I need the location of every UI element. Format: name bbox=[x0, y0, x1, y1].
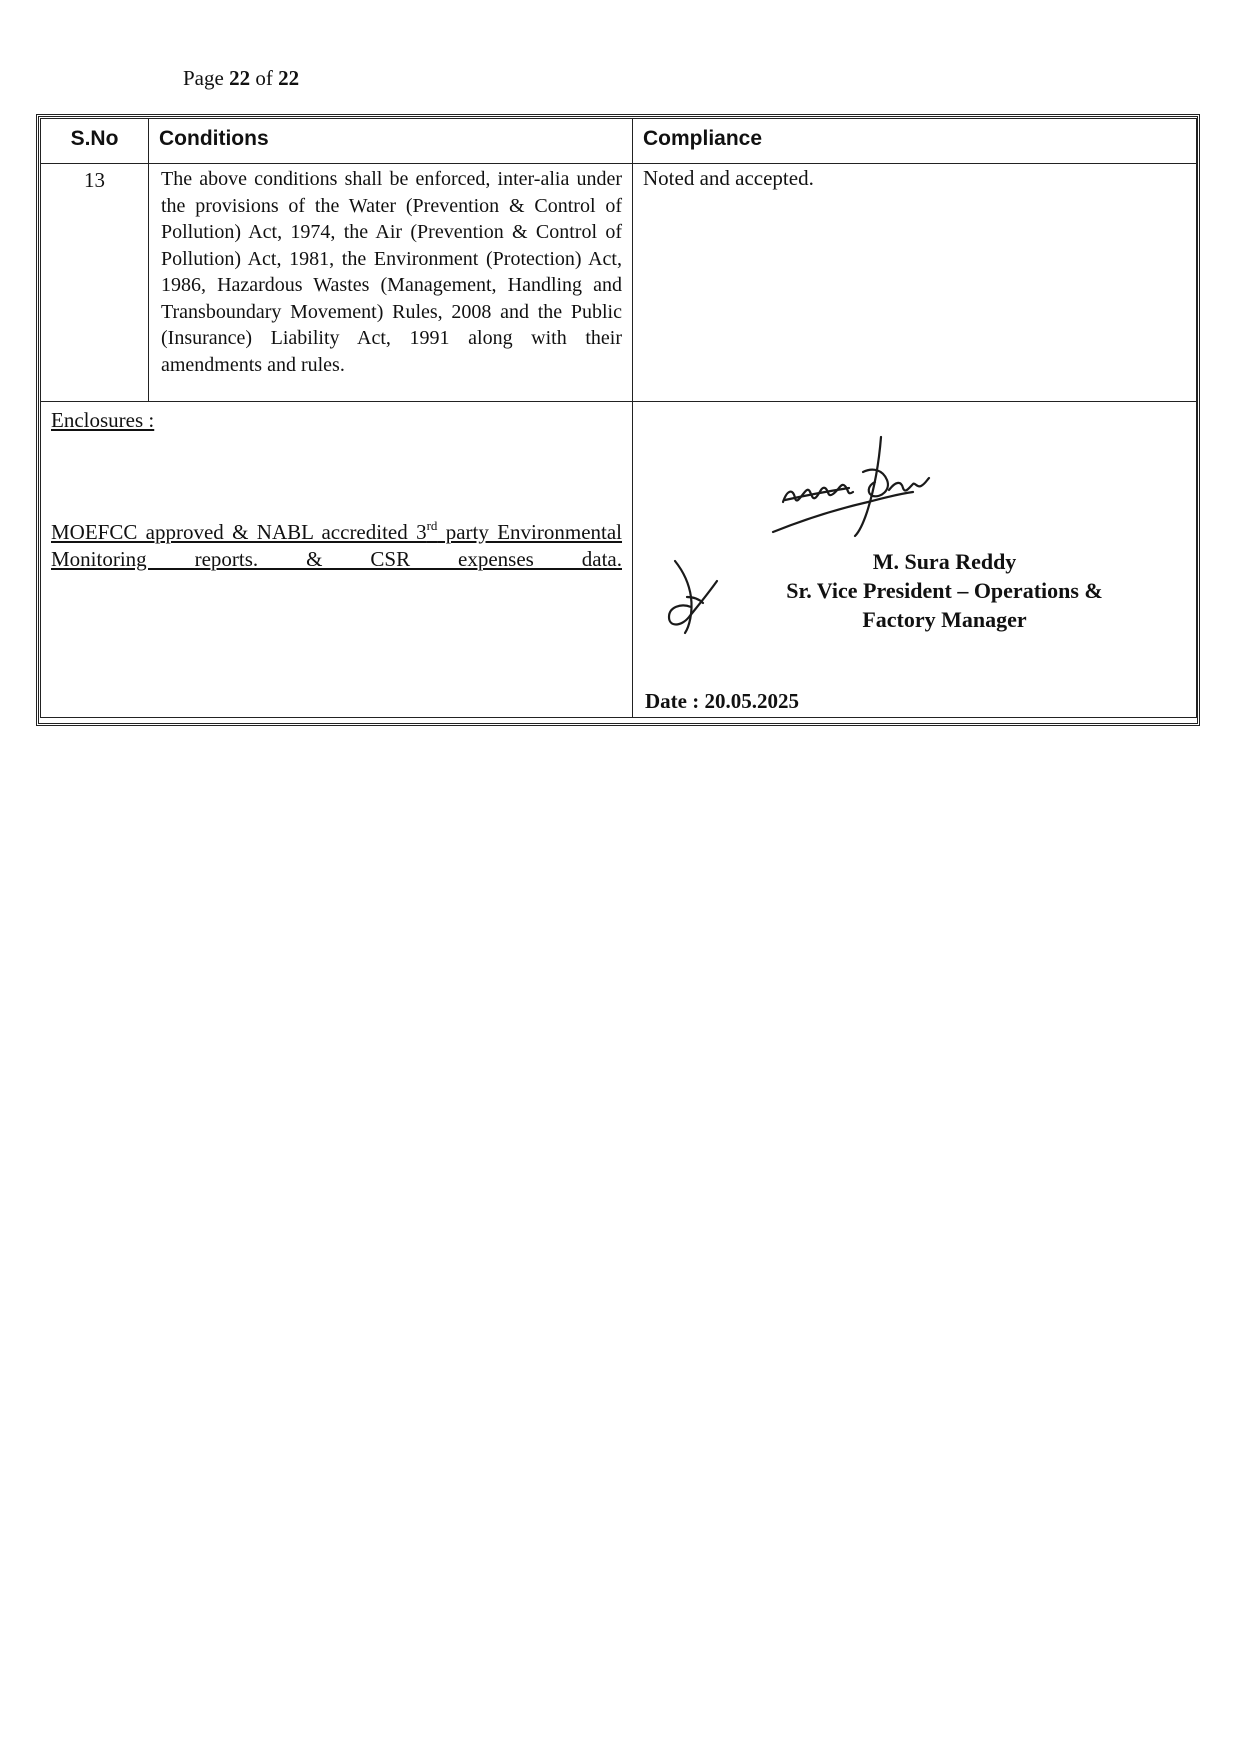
page-of: of bbox=[255, 66, 273, 90]
enclosures-text bbox=[51, 519, 622, 573]
signatory-block bbox=[693, 547, 1196, 634]
enclosures-sup: rd bbox=[426, 518, 438, 533]
signatory-title-line1: Sr. Vice President – Operations & bbox=[786, 578, 1103, 603]
enclosures-label: Enclosures : bbox=[51, 408, 155, 432]
page-total: 22 bbox=[278, 66, 300, 90]
compliance-table bbox=[40, 118, 1197, 718]
table-header-row bbox=[41, 119, 1197, 164]
page-label: Page bbox=[183, 66, 224, 90]
signature-mark bbox=[763, 432, 953, 542]
row-condition: The above conditions shall be enforced, inter-alia under the provisions of the Water (Prevention & Control of Pollution) Act, 1974, the Air (Prevention & Control of Pollution) Act, 1981, the Environment (Protection) Act, 1986, Hazardous Wastes (Management, Handling and Transboundary Movement) Rules, 2008 and the Public (Insurance) Liability Act, 1991 along with their amendments and rules. bbox=[149, 164, 633, 402]
signature-date: Date : 20.05.2025 bbox=[645, 689, 799, 713]
enclosures-text-part1: MOEFCC approved & NABL accredited 3 bbox=[51, 520, 427, 544]
header-sno: S.No bbox=[41, 119, 149, 164]
row-sno: 13 bbox=[41, 164, 149, 402]
page-current: 22 bbox=[229, 66, 251, 90]
signatory-name: M. Sura Reddy bbox=[872, 549, 1017, 574]
page-number bbox=[183, 66, 299, 91]
header-conditions: Conditions bbox=[149, 119, 633, 164]
enclosures-cell bbox=[41, 402, 633, 718]
row-compliance: Noted and accepted. bbox=[633, 164, 1197, 402]
table-row bbox=[41, 164, 1197, 402]
signatory-title-line2: Factory Manager bbox=[862, 607, 1027, 632]
header-compliance: Compliance bbox=[633, 119, 1197, 164]
footer-row bbox=[41, 402, 1197, 718]
enclosures-text-part2: party Environmental Monitoring reports. & CSR expenses data. bbox=[51, 520, 623, 571]
signature-cell bbox=[633, 402, 1197, 718]
